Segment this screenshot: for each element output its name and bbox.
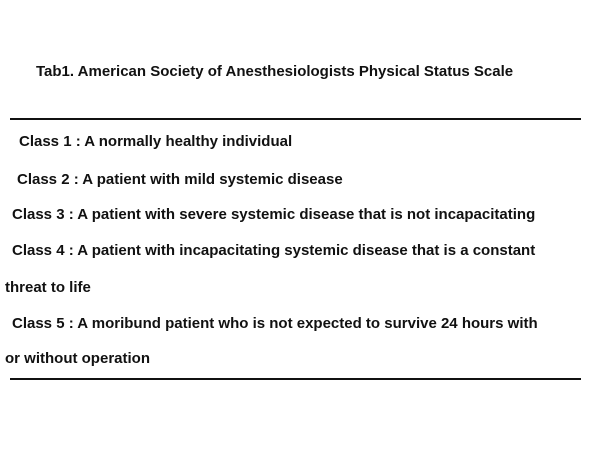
class-3-line: Class 3 : A patient with severe systemic disease that is not incapacitating xyxy=(12,206,536,223)
table-title: Tab1. American Society of Anesthesiologists Physical Status Scale xyxy=(36,63,514,80)
class-4-line: Class 4 : A patient with incapacitating systemic disease that is a constant xyxy=(12,242,536,259)
class-1-line: Class 1 : A normally healthy individual xyxy=(19,133,293,150)
class-4-continuation-line: threat to life xyxy=(5,279,91,296)
class-2-line: Class 2 : A patient with mild systemic disease xyxy=(17,171,343,188)
class-5-continuation-line: or without operation xyxy=(5,350,150,367)
top-rule xyxy=(10,118,581,120)
bottom-rule xyxy=(10,378,581,380)
class-5-line: Class 5 : A moribund patient who is not expected to survive 24 hours with xyxy=(12,315,538,332)
